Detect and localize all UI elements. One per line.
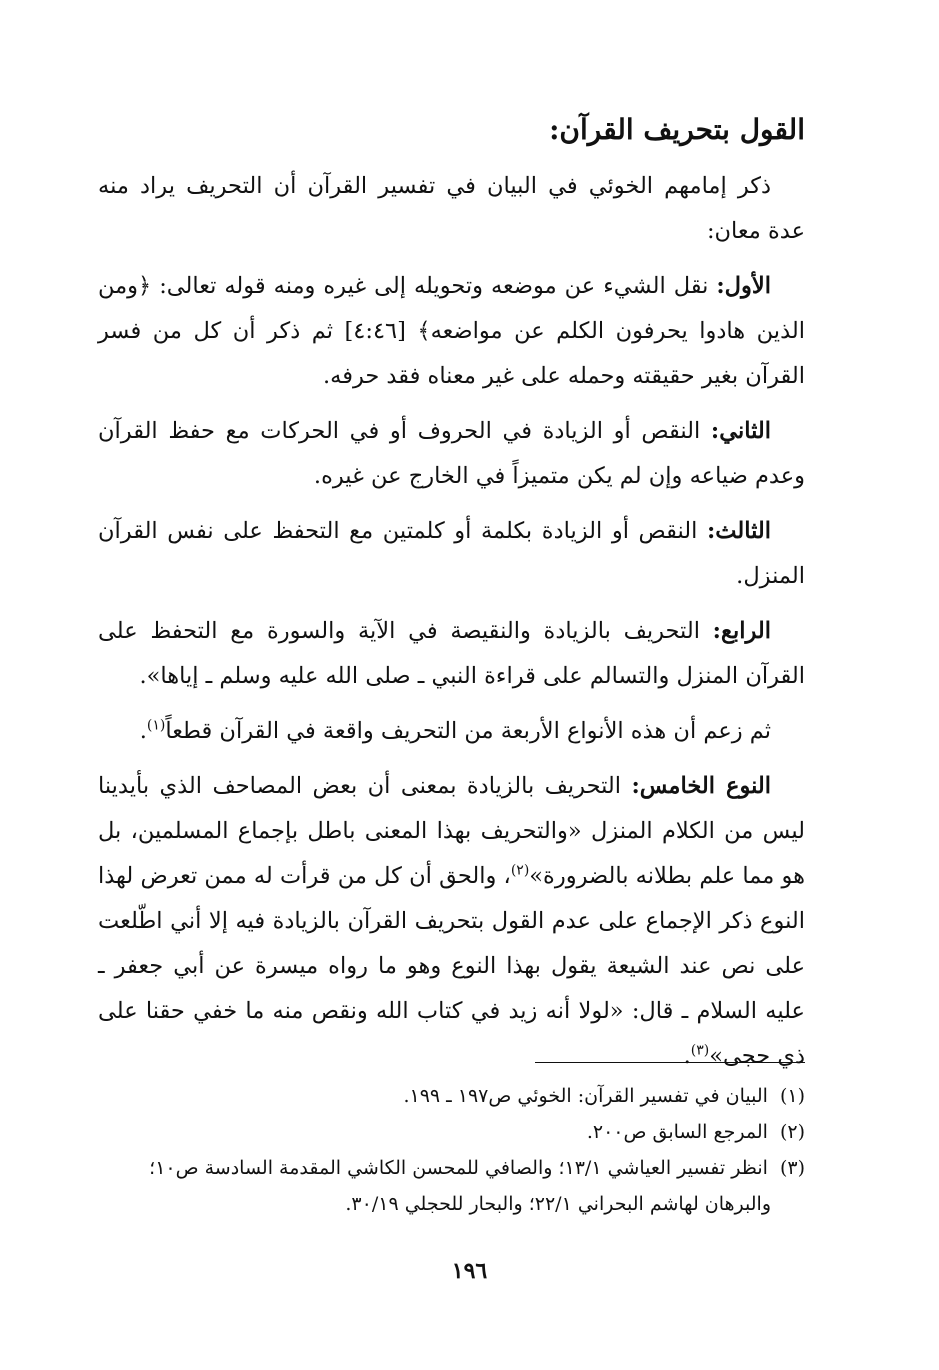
footnote-separator	[535, 1062, 805, 1063]
meaning-second	[98, 409, 805, 499]
claim-paragraph	[98, 709, 805, 754]
footnote-2-text: المرجع السابق ص٢٠٠.	[586, 1121, 768, 1143]
meaning-fifth-label: النوع الخامس:	[631, 773, 772, 799]
meaning-fifth	[98, 764, 805, 1079]
meaning-fourth-text: التحريف بالزيادة والنقيصة في الآية والسورة مع التحفظ على القرآن المنزل والتسالم على قراءة النبي ـ صلى الله عليه وسلم ـ إياها».	[98, 618, 805, 689]
footnote-2-number: (٢)	[779, 1121, 805, 1143]
meaning-third-text: النقص أو الزيادة بكلمة أو كلمتين مع التحفظ على نفس القرآن المنزل.	[98, 518, 805, 589]
meaning-fourth	[98, 609, 805, 699]
section-heading: القول بتحريف القرآن:	[549, 113, 805, 146]
footnote-ref-3: (٣)	[690, 1042, 710, 1059]
footnote-ref-1: (١)	[146, 717, 166, 734]
meaning-fourth-label: الرابع:	[712, 618, 771, 644]
meaning-third	[98, 509, 805, 599]
footnote-3-continuation	[98, 1186, 805, 1222]
meaning-second-label: الثاني:	[710, 418, 771, 444]
footnote-3	[98, 1150, 805, 1186]
meaning-first	[98, 264, 805, 399]
intro-paragraph	[98, 164, 805, 254]
meaning-first-text: نقل الشيء عن موضعه وتحويله إلى غيره ومنه قوله تعالى: ﴿ومن الذين هادوا يحرفون الكلم عن مواضعه﴾ [٤:٤٦] ثم ذكر أن كل من فسر القرآن بغير حقيقته وحمله على غير معناه فقد حرفه.	[98, 273, 805, 389]
meaning-second-text: النقص أو الزيادة في الحروف أو في الحركات مع حفظ القرآن وعدم ضياعه وإن لم يكن متميزاً في الخارج عن غيره.	[98, 418, 805, 489]
footnote-1-text: البيان في تفسير القرآن: الخوئي ص١٩٧ ـ ١٩٩.	[403, 1085, 768, 1107]
intro-text: ذكر إمامهم الخوئي في البيان في تفسير القرآن أن التحريف يراد منه عدة معان:	[98, 173, 805, 244]
claim-end: .	[139, 718, 147, 744]
footnote-2	[98, 1114, 805, 1150]
footnote-ref-2: (٢)	[510, 862, 530, 879]
footnote-1-number: (١)	[779, 1085, 805, 1107]
meaning-first-label: الأول:	[716, 273, 771, 299]
meaning-third-label: الثالث:	[707, 518, 772, 544]
footnote-3-text: انظر تفسير العياشي ١٣/١؛ والصافي للمحسن الكاشي المقدمة السادسة ص١٠؛	[149, 1157, 768, 1179]
meaning-fifth-text-a: التحريف بالزيادة بمعنى أن بعض المصاحف الذي بأيدينا ليس من الكلام المنزل «والتحريف بهذا المعنى باطل بإجماع المسلمين، بل هو مما علم بطلانه بالضرورة»	[98, 773, 806, 889]
footnote-1	[98, 1078, 805, 1114]
meaning-fifth-text-b: ، والحق أن كل من قرأت له ممن تعرض لهذا النوع ذكر الإجماع على عدم القول بتحريف القرآن بالزيادة فيه إلا أني اطّلعت على نص عند الشيعة يقول بهذا النوع وهو ما رواه ميسرة عن أبي جعفر ـ عليه السلام ـ قال: «لولا أنه زيد في كتاب الله ونقص منه ما خفي حقنا على ذي حجى»	[98, 863, 805, 1069]
footnote-3-number: (٣)	[779, 1157, 805, 1179]
footnotes	[98, 1078, 805, 1222]
claim-text: ثم زعم أن هذه الأنواع الأربعة من التحريف واقعة في القرآن قطعاً	[165, 718, 771, 744]
meaning-fifth-end: .	[683, 1043, 691, 1069]
page-number: ١٩٦	[451, 1258, 488, 1284]
footnote-3-text-cont: والبرهان لهاشم البحراني ٢٢/١؛ والبحار للحجلي ٣٠/١٩.	[345, 1193, 771, 1215]
